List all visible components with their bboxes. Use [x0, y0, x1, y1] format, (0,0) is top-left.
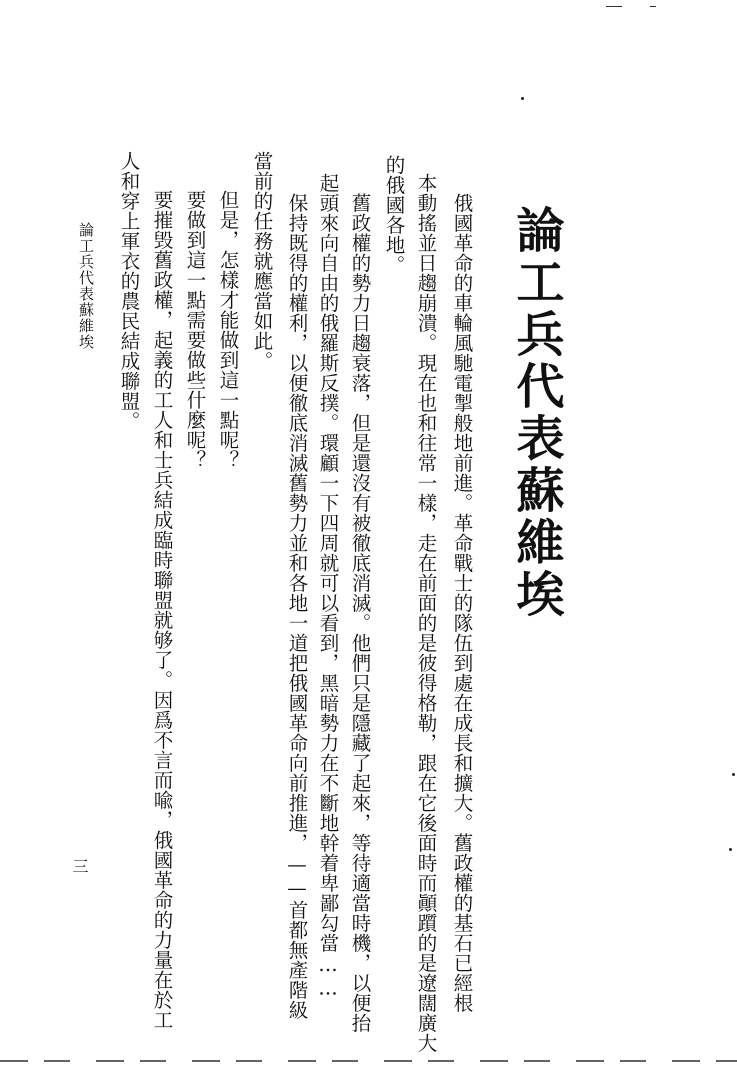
text-column-1: 俄國革命的車輪風馳電掣般地前進。革命戰士的隊伍到處在成長和擴大。舊政權的基石已經根 — [450, 193, 474, 1013]
scan-bottom-edge — [0, 1060, 737, 1062]
text-column-6: 保持既得的權利，以便徹底消滅舊勢力並和各地一道把俄國革命向前推進，——首都無產階級 — [285, 193, 309, 1020]
text-column-8: 但是，怎樣才能做到這一點呢？ — [216, 190, 240, 470]
text-column-10: 要摧毁舊政權，起義的工人和士兵結成臨時聯盟就够了。因爲不言而喩，俄國革命的力量在於工 — [150, 190, 174, 1030]
text-column-4: 舊政權的勢力日趨衰落，但是還沒有被徹底消滅。他們只是隱藏了起來，等待適當時機，以便抬 — [348, 193, 372, 1033]
page-title: 論工兵代表蘇維埃 — [508, 205, 564, 621]
scan-mark — [650, 6, 656, 7]
scan-speck — [732, 773, 735, 776]
text-column-7: 當前的任務就應當如此。 — [250, 151, 274, 371]
text-column-11: 人和穿上軍衣的農民結成聯盟。 — [117, 151, 141, 431]
text-column-2: 本動搖並日趨崩潰。現在也和往常一樣，走在前面的是彼得格勒，跟在它後面時而顚躓的是遼闊廣大 — [414, 173, 438, 1053]
text-column-3: 的俄國各地。 — [382, 155, 406, 275]
scan-mark — [606, 6, 622, 7]
scan-speck — [729, 848, 732, 851]
scan-speck — [521, 97, 524, 100]
page-number: 三 — [70, 858, 89, 874]
text-column-9: 要做到這一點需要做些什麼呢？ — [183, 190, 207, 470]
running-head: 論工兵代表蘇維埃 — [77, 222, 95, 350]
text-column-5: 起頭來向自由的俄羅斯反撲。環顧一下四周就可以看到，黑暗勢力在不斷地幹着卑鄙勾當…… — [316, 173, 340, 1000]
